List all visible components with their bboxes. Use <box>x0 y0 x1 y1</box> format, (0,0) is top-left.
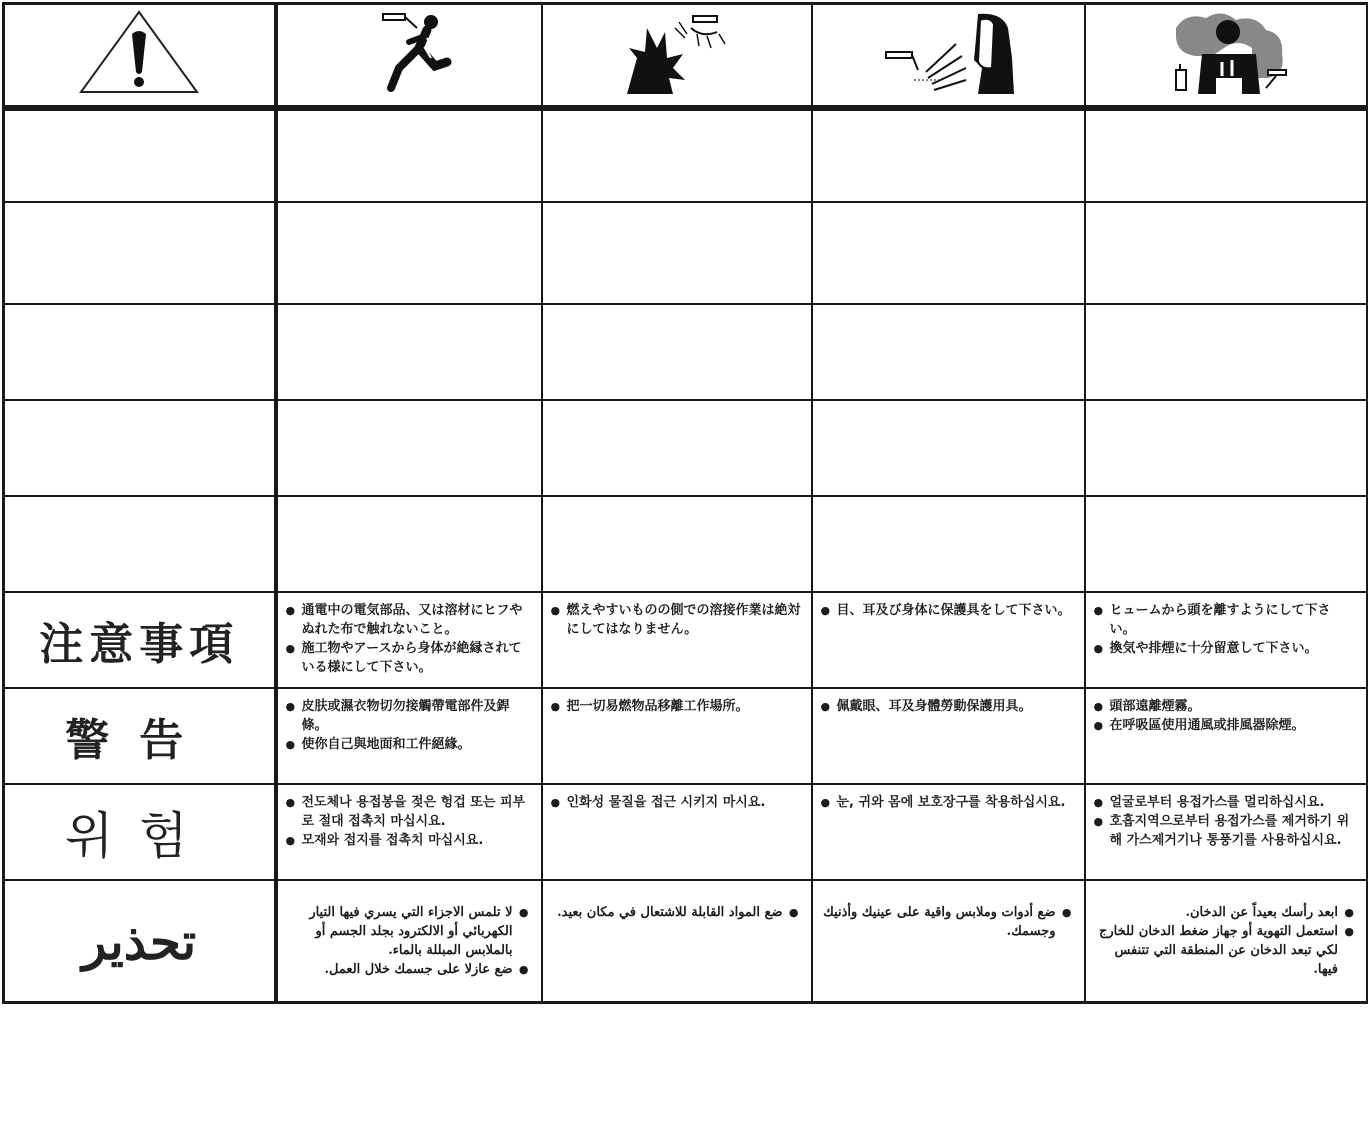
warning-list <box>278 689 541 754</box>
warning-item: ● 施工物やアースから身体が絶縁されている様にして下さい。 <box>286 639 531 677</box>
chinese-row <box>4 688 1368 784</box>
icon-cell-arc <box>812 4 1085 109</box>
warning-item: ● ضع المواد القابلة للاشتعال في مكان بعيد. <box>553 903 799 922</box>
cell-japanese-arc <box>812 592 1085 688</box>
fumes-inhalation-icon <box>1156 8 1296 98</box>
cell-japanese-electric <box>276 592 542 688</box>
warning-item: ● 皮肤或濕衣物切勿接觸帶電部件及銲條。 <box>286 697 531 735</box>
blank-cell <box>542 108 812 202</box>
blank-cell <box>1085 108 1368 202</box>
warning-grid <box>2 2 1368 1004</box>
warning-list <box>543 881 811 922</box>
warning-item: ● 使你自己與地面和工件絕緣。 <box>286 735 531 754</box>
cell-japanese-fumes <box>1085 592 1368 688</box>
warning-item: ● 通電中の電気部品、又は溶材にヒフやぬれた布で触れないこと。 <box>286 601 531 639</box>
warning-item: ● 佩戴眼、耳及身體勞動保護用具。 <box>821 697 1074 716</box>
warning-list <box>543 689 811 716</box>
cell-korean-electric <box>276 784 542 880</box>
warning-item: ● 전도체나 용접봉을 젖은 헝겁 또는 피부로 절대 접촉치 마십시요. <box>286 793 531 831</box>
warning-list <box>813 593 1084 620</box>
blank-cell <box>4 202 276 304</box>
blank-cell <box>812 400 1085 496</box>
language-label-japanese <box>4 592 276 688</box>
warning-item: ● 頭部遠離煙霧。 <box>1094 697 1357 716</box>
row-label-japanese: 注意事項 <box>39 619 240 670</box>
explosion-fire-icon <box>607 8 747 98</box>
arc-rays-face-shield-icon <box>878 8 1018 98</box>
blank-cell <box>542 304 812 400</box>
cell-chinese-arc <box>812 688 1085 784</box>
blank-row <box>4 202 1368 304</box>
warning-list <box>278 881 541 979</box>
blank-cell <box>276 304 542 400</box>
blank-cell <box>1085 202 1368 304</box>
arabic-row <box>4 880 1368 1003</box>
cell-arabic-fumes <box>1085 880 1368 1003</box>
icon-cell-electric <box>276 4 542 109</box>
warning-item: ● 把一切易燃物品移離工作場所。 <box>551 697 801 716</box>
blank-cell <box>1085 400 1368 496</box>
warning-list <box>1086 689 1367 735</box>
blank-cell <box>812 304 1085 400</box>
warning-list <box>813 689 1084 716</box>
blank-cell <box>4 400 276 496</box>
warning-item: ● 인화성 물질을 접근 시키지 마시요. <box>551 793 801 812</box>
warning-list <box>1086 881 1367 979</box>
japanese-row <box>4 592 1368 688</box>
icon-cell-fire <box>542 4 812 109</box>
cell-chinese-fire <box>542 688 812 784</box>
icon-row <box>4 4 1368 109</box>
warning-item: ● ヒュームから頭を離すようにして下さい。 <box>1094 601 1357 639</box>
blank-cell <box>542 400 812 496</box>
blank-cell <box>4 304 276 400</box>
row-label-chinese: 警告 <box>65 715 214 766</box>
cell-korean-arc <box>812 784 1085 880</box>
warning-item: ● 눈, 귀와 몸에 보호장구를 착용하십시요. <box>821 793 1074 812</box>
warning-list <box>1086 593 1367 658</box>
warning-item: ● 얼굴로부터 용접가스를 멀리하십시요. <box>1094 793 1357 812</box>
blank-row <box>4 496 1368 592</box>
cell-arabic-arc <box>812 880 1085 1003</box>
blank-cell <box>276 108 542 202</box>
row-label-korean: 위험 <box>64 807 214 865</box>
blank-cell <box>812 496 1085 592</box>
warning-triangle-icon <box>69 8 209 98</box>
language-label-arabic <box>4 880 276 1003</box>
blank-cell <box>542 202 812 304</box>
warning-list <box>543 785 811 812</box>
cell-korean-fumes <box>1085 784 1368 880</box>
cell-japanese-fire <box>542 592 812 688</box>
warning-item: ● استعمل التهوية أو جهاز ضغط الدخان للخارج لكي تبعد الدخان عن المنطقة التي تتنفس فيها. <box>1096 922 1355 979</box>
blank-cell <box>4 496 276 592</box>
language-label-chinese <box>4 688 276 784</box>
korean-row <box>4 784 1368 880</box>
cell-chinese-electric <box>276 688 542 784</box>
blank-cell <box>276 202 542 304</box>
warning-list <box>278 593 541 677</box>
warning-item: ● ضع عازلا على جسمك خلال العمل. <box>288 960 529 979</box>
warning-item: ● 燃えやすいものの側での溶接作業は絶対にしてはなりません。 <box>551 601 801 639</box>
blank-row <box>4 400 1368 496</box>
language-label-korean <box>4 784 276 880</box>
warning-item: ● لا تلمس الاجزاء التي يسري فيها التيار الكهربائي أو الالكترود بجلد الجسم أو بالملابس المبللة بالماء. <box>288 903 529 960</box>
warning-list <box>813 881 1084 941</box>
warning-item: ● 호흡지역으로부터 용접가스를 제거하기 위해 가스제거기나 통풍기를 사용하십시요. <box>1094 812 1357 850</box>
blank-row <box>4 304 1368 400</box>
warning-item: ● ابعد رأسك بعيداً عن الدخان. <box>1096 903 1355 922</box>
blank-cell <box>276 496 542 592</box>
cell-korean-fire <box>542 784 812 880</box>
warning-list <box>813 785 1084 812</box>
blank-cell <box>1085 304 1368 400</box>
blank-row <box>4 108 1368 202</box>
electric-shock-icon <box>339 8 479 98</box>
blank-cell <box>276 400 542 496</box>
blank-cell <box>542 496 812 592</box>
warning-list <box>543 593 811 639</box>
warning-item: ● 모재와 접지를 접촉치 마십시요. <box>286 831 531 850</box>
row-label-arabic: تحذير <box>82 911 197 971</box>
warning-item: ● 換気や排煙に十分留意して下さい。 <box>1094 639 1357 658</box>
blank-cell <box>812 202 1085 304</box>
safety-warning-table <box>2 2 1366 1008</box>
cell-chinese-fumes <box>1085 688 1368 784</box>
warning-list <box>1086 785 1367 850</box>
blank-cell <box>1085 496 1368 592</box>
icon-cell-fumes <box>1085 4 1368 109</box>
warning-item: ● 在呼吸區使用通風或排風器除煙。 <box>1094 716 1357 735</box>
blank-cell <box>4 108 276 202</box>
cell-arabic-electric <box>276 880 542 1003</box>
icon-cell-warning <box>4 4 276 109</box>
warning-item: ● ضع أدوات وملابس واقية على عينيك وأذنيك وجسمك. <box>823 903 1072 941</box>
warning-item: ● 目、耳及び身体に保護具をして下さい。 <box>821 601 1074 620</box>
warning-list <box>278 785 541 850</box>
cell-arabic-fire <box>542 880 812 1003</box>
blank-cell <box>812 108 1085 202</box>
